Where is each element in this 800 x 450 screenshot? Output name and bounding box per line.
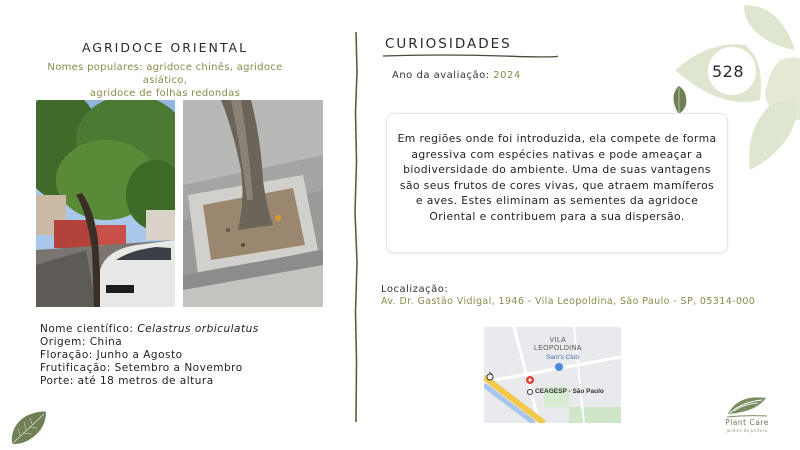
size: Porte: até 18 metros de altura	[40, 375, 214, 387]
location-address[interactable]: Av. Dr. Gastão Vidigal, 1946 - Vila Leopoldina, São Paulo - SP, 05314-000	[381, 296, 756, 307]
tree-trunk-photo	[183, 100, 323, 307]
scientific-name-label: Nome científico:	[40, 323, 138, 335]
curiosities-heading: CURIOSIDADES	[385, 36, 512, 52]
popular-names-line1: Nomes populares: agridoce chinês, agridoce asiático,	[47, 62, 283, 86]
map-district-line2: LEOPOLDINA	[534, 345, 582, 352]
map-poi-label: Sam's Club	[546, 354, 580, 361]
plant-title: AGRIDOCE ORIENTAL	[81, 40, 249, 55]
scientific-name-value: Celastrus orbiculatus	[137, 323, 259, 335]
decorative-leaves	[670, 0, 800, 180]
map-district-line1: VILA	[549, 337, 567, 344]
brand-tagline: jardins de pintura	[726, 428, 768, 433]
tree-street-photo	[36, 100, 175, 307]
map-marker-label: CEAGESP - São Paulo	[535, 388, 604, 395]
map-district	[534, 337, 582, 353]
popular-names	[40, 61, 290, 100]
location-label: Localização:	[381, 284, 449, 295]
brand-name: Plant Care	[725, 418, 769, 427]
origin: Origem: China	[40, 336, 123, 348]
popular-names-line2: agridoce de folhas redondas	[89, 88, 241, 99]
fruiting: Frutificação: Setembro a Novembro	[40, 362, 243, 374]
vertical-divider	[352, 32, 360, 422]
year-value: 2024	[493, 70, 521, 81]
curiosities-box: Em regiões onde foi introduzida, ela compete de forma agressiva com espécies nativas e pode ameaçar a biodiversidade do ambiente. Uma de suas vantagens são seus frutos de cores vivas, que atraem mamíferos e aves. Estes eliminam as sementes da agridoce Oriental e contribuem para a sua dispersão.	[386, 113, 728, 253]
plant-care-logo-icon	[726, 392, 768, 418]
flowering: Floração: Junho a Agosto	[40, 349, 183, 361]
heading-underline	[383, 53, 558, 59]
location-map[interactable]	[484, 327, 621, 423]
decorative-leaf-bottom	[8, 408, 48, 446]
evaluation-year	[392, 70, 521, 81]
year-label: Ano da avaliação:	[392, 70, 494, 81]
scientific-name	[40, 323, 259, 336]
card-number: 528	[712, 62, 745, 81]
plant-details	[40, 323, 259, 388]
